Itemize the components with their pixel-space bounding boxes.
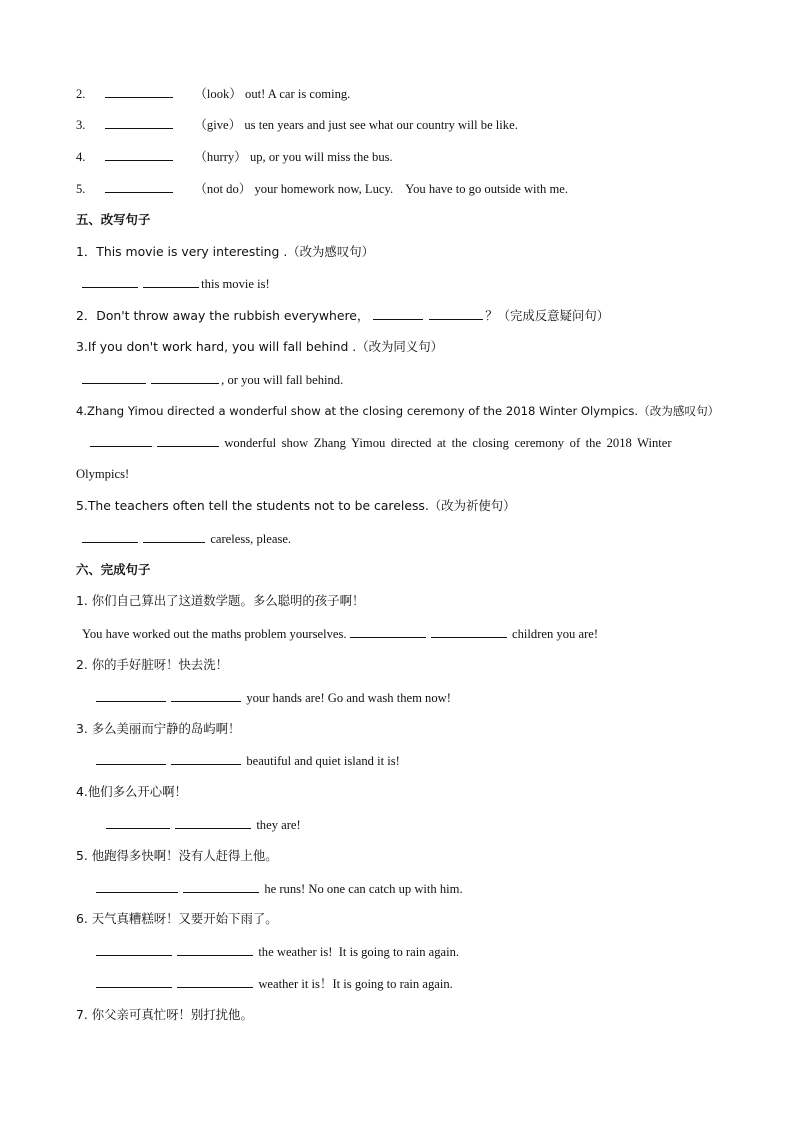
answer-line xyxy=(76,816,718,833)
answer-blank[interactable] xyxy=(431,625,507,638)
sentence-text: out! A car is coming. xyxy=(245,87,351,101)
answer-line xyxy=(76,530,718,547)
exercise-item xyxy=(76,85,718,102)
answer-line xyxy=(76,975,718,992)
chinese-prompt: 6. 天气真糟糕呀！又要开始下雨了。 xyxy=(76,911,278,926)
sentence-text: weather it is！It is going to rain again. xyxy=(258,977,453,991)
answer-blank[interactable] xyxy=(96,689,166,702)
chinese-prompt: 4.他们多么开心啊！ xyxy=(76,784,187,799)
answer-blank[interactable] xyxy=(105,116,173,129)
answer-blank[interactable] xyxy=(171,689,241,702)
exercise-item xyxy=(76,116,718,133)
answer-blank[interactable] xyxy=(96,943,172,956)
answer-blank[interactable] xyxy=(177,975,253,988)
sentence-text: careless, please. xyxy=(210,532,292,546)
question-text: 3.If you don't work hard, you will fall behind .（改为同义句） xyxy=(76,339,443,354)
question-text: 4.Zhang Yimou directed a wonderful show at the closing ceremony of the 2018 Winter Olympics.（改为感叹句） xyxy=(76,404,720,418)
item-number: 5. xyxy=(76,182,86,196)
answer-blank[interactable] xyxy=(82,275,138,288)
item-number: 3. xyxy=(76,118,86,132)
answer-blank[interactable] xyxy=(96,975,172,988)
question-text: 1．This movie is very interesting .（改为感叹句） xyxy=(76,244,374,259)
sentence-text: , or you will fall behind. xyxy=(221,373,344,387)
chinese-prompt: 5. 他跑得多快啊！没有人赶得上他。 xyxy=(76,848,278,863)
question-text xyxy=(76,307,718,324)
sentence-text: this movie is! xyxy=(201,277,270,291)
answer-blank[interactable] xyxy=(106,816,170,829)
exercise-item xyxy=(76,180,718,197)
chinese-prompt: 1. 你们自己算出了这道数学题。多么聪明的孩子啊！ xyxy=(76,593,365,608)
sentence-text: up, or you will miss the bus. xyxy=(249,150,393,164)
verb-hint: （look） xyxy=(194,87,242,101)
answer-blank[interactable] xyxy=(105,148,173,161)
answer-blank[interactable] xyxy=(171,752,241,765)
chinese-prompt: 7. 你父亲可真忙呀！别打扰他。 xyxy=(76,1007,253,1022)
answer-blank[interactable] xyxy=(82,530,138,543)
answer-blank[interactable] xyxy=(105,180,173,193)
chinese-prompt: 3. 多么美丽而宁静的岛屿啊！ xyxy=(76,721,241,736)
answer-blank[interactable] xyxy=(151,371,219,384)
answer-line xyxy=(76,625,718,642)
answer-line xyxy=(76,434,718,451)
sentence-text: us ten years and just see what our country will be like. xyxy=(244,118,518,132)
answer-blank[interactable] xyxy=(143,275,199,288)
exercise-item xyxy=(76,148,718,165)
sentence-continuation: Olympics! xyxy=(76,467,130,481)
answer-line xyxy=(76,752,718,769)
answer-blank[interactable] xyxy=(373,307,423,320)
answer-line xyxy=(76,689,718,706)
answer-blank[interactable] xyxy=(105,85,173,98)
sentence-text: your hands are! Go and wash them now! xyxy=(246,691,451,705)
sentence-text: they are! xyxy=(256,818,301,832)
sentence-text: the weather is! It is going to rain again. xyxy=(258,945,460,959)
answer-line xyxy=(76,275,718,292)
answer-line xyxy=(76,943,718,960)
verb-hint: （give） xyxy=(194,118,242,132)
question-suffix: ？（完成反意疑问句） xyxy=(485,308,610,323)
answer-blank[interactable] xyxy=(183,880,259,893)
sentence-text: wonderful show Zhang Yimou directed at the closing ceremony of the 2018 Winter xyxy=(224,436,672,450)
section-title: 六、完成句子 xyxy=(76,562,151,577)
answer-blank[interactable] xyxy=(96,880,178,893)
verb-hint: （hurry） xyxy=(194,150,247,164)
answer-line xyxy=(76,880,718,897)
answer-blank[interactable] xyxy=(350,625,426,638)
answer-blank[interactable] xyxy=(429,307,483,320)
answer-blank[interactable] xyxy=(82,371,146,384)
answer-blank[interactable] xyxy=(157,434,219,447)
answer-blank[interactable] xyxy=(96,752,166,765)
question-text: 5.The teachers often tell the students not to be careless.（改为祈使句） xyxy=(76,498,516,513)
answer-blank[interactable] xyxy=(143,530,205,543)
sentence-text: he runs! No one can catch up with him. xyxy=(264,882,463,896)
section-title: 五、改写句子 xyxy=(76,212,151,227)
sentence-text: children you are! xyxy=(512,627,599,641)
sentence-text: beautiful and quiet island it is! xyxy=(246,754,400,768)
item-number: 4. xyxy=(76,150,86,164)
answer-blank[interactable] xyxy=(177,943,253,956)
chinese-prompt: 2. 你的手好脏呀！快去洗！ xyxy=(76,657,229,672)
answer-blank[interactable] xyxy=(175,816,251,829)
sentence-text: You have worked out the maths problem yourselves. xyxy=(82,627,347,641)
verb-hint: （not do） xyxy=(194,182,252,196)
answer-line xyxy=(76,371,718,388)
item-number: 2. xyxy=(76,87,86,101)
answer-blank[interactable] xyxy=(90,434,152,447)
question-prefix: 2．Don't throw away the rubbish everywhere， xyxy=(76,308,370,323)
sentence-text: your homework now, Lucy. You have to go outside with me. xyxy=(254,182,569,196)
